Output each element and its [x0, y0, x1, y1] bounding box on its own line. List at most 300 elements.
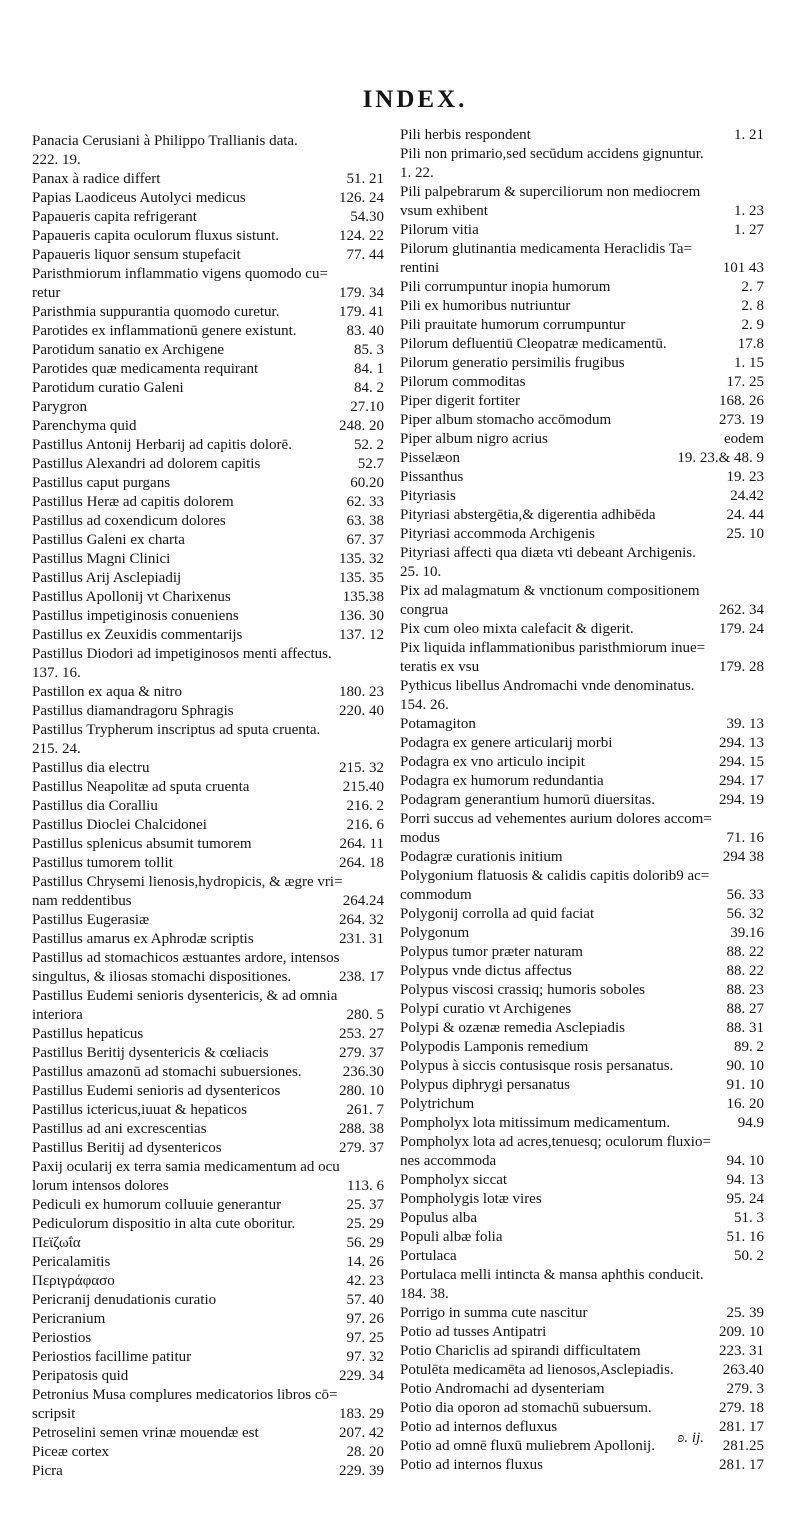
entry-page-ref: 97. 32: [346, 1349, 384, 1365]
index-entry: [32, 911, 384, 930]
index-entry: [32, 949, 384, 968]
entry-text: commodum: [400, 887, 472, 903]
index-entry: [32, 873, 384, 892]
entry-page-ref: 19. 23.& 48. 9: [677, 450, 764, 466]
entry-text: Pityriasi accommoda Archigenis: [400, 526, 595, 542]
entry-text: Pompholyx lota mitissimum medicamentum.: [400, 1115, 670, 1131]
entry-text: Pix ad malagmatum & vnctionum compositionem: [400, 583, 700, 599]
entry-page-ref: 279. 37: [339, 1140, 384, 1156]
index-entry: [32, 379, 384, 398]
entry-text: Papaueris capita refrigerant: [32, 209, 197, 225]
entry-text: Pastillus Diodori ad impetiginosos menti affectus.: [32, 646, 332, 662]
index-entry: [400, 677, 764, 696]
entry-text: Pastillus amarus ex Aphrodæ scriptis: [32, 931, 254, 947]
entry-text: Podagra ex genere articularij morbi: [400, 735, 613, 751]
index-entry: [32, 1196, 384, 1215]
entry-page-ref: 215.40: [342, 779, 384, 795]
entry-page-ref: 229. 39: [339, 1463, 384, 1479]
entry-text: Pili corrumpuntur inopia humorum: [400, 279, 611, 295]
entry-text: Pityriasis: [400, 488, 456, 504]
index-entry: [32, 1291, 384, 1310]
entry-text: Podagra ex humorum redundantia: [400, 773, 604, 789]
index-entry: [32, 1310, 384, 1329]
index-entry: [400, 506, 764, 525]
index-entry: [32, 797, 384, 816]
entry-page-ref: 52. 2: [354, 437, 384, 453]
entry-page-ref: 42. 23: [346, 1273, 384, 1289]
index-entry: [400, 487, 764, 506]
entry-page-ref: 17.8: [737, 336, 764, 352]
index-entry: [32, 1025, 384, 1044]
index-entry: [400, 335, 764, 354]
entry-text: Polygonium flatuosis & calidis capitis dolorib9 ac=: [400, 868, 710, 884]
index-entry: [400, 525, 764, 544]
entry-page-ref: 294. 19: [719, 792, 764, 808]
entry-text: Pityriasi abstergētia,& digerentia adhibēda: [400, 507, 656, 523]
index-entry: [400, 392, 764, 411]
index-entry: [32, 1006, 384, 1025]
index-entry: [32, 968, 384, 987]
entry-page-ref: 248. 20: [339, 418, 384, 434]
index-entry: [400, 449, 764, 468]
entry-text: Pastillus Beritij dysentericis & cœliacis: [32, 1045, 269, 1061]
entry-text: Polypus à siccis contusisque rosis persanatus.: [400, 1058, 674, 1074]
index-entry: [400, 1228, 764, 1247]
entry-text: Pericalamitis: [32, 1254, 111, 1270]
entry-page-ref: 57. 40: [346, 1292, 384, 1308]
index-entry: [400, 1266, 764, 1285]
entry-text: Pericranium: [32, 1311, 106, 1327]
entry-text: Periostios: [32, 1330, 92, 1346]
entry-page-ref: 54.30: [350, 209, 384, 225]
entry-page-ref: 19. 23: [726, 469, 764, 485]
index-entry: [32, 1253, 384, 1272]
page-title: INDEX.: [362, 86, 468, 113]
entry-text: Pili non primario,sed secūdum accidens gignuntur.: [400, 146, 704, 162]
entry-page-ref: 264. 18: [339, 855, 384, 871]
index-entry: [400, 1418, 764, 1437]
index-entry: [400, 962, 764, 981]
entry-text: rentini: [400, 260, 440, 276]
entry-page-ref: 253. 27: [339, 1026, 384, 1042]
index-entry: [32, 341, 384, 360]
index-entry: [400, 202, 764, 221]
entry-text: 184. 38.: [400, 1286, 449, 1302]
entry-text: Parotides ex inflammationū genere existunt.: [32, 323, 297, 339]
entry-page-ref: 216. 6: [346, 817, 384, 833]
entry-text: Pastillus impetiginosis conueniens: [32, 608, 239, 624]
index-entry: [32, 607, 384, 626]
entry-page-ref: 1. 23: [734, 203, 764, 219]
index-entry: [32, 588, 384, 607]
entry-text: Pastillus Eudemi senioris ad dysentericos: [32, 1083, 281, 1099]
entry-page-ref: 88. 22: [726, 944, 764, 960]
entry-text: Petronius Musa complures medicatorios libros cō=: [32, 1387, 338, 1403]
entry-page-ref: 25. 10: [726, 526, 764, 542]
entry-text: Pompholyx lota ad acres,tenuesq; oculorum fluxio=: [400, 1134, 711, 1150]
index-entry: [400, 297, 764, 316]
index-entry: [400, 145, 764, 164]
entry-page-ref: 77. 44: [346, 247, 384, 263]
index-entry: [400, 981, 764, 1000]
entry-page-ref: 95. 24: [726, 1191, 764, 1207]
entry-text: Πεϊζωΐα: [32, 1235, 81, 1251]
index-entry: [32, 721, 384, 740]
index-entry: [32, 1044, 384, 1063]
index-entry: [32, 645, 384, 664]
entry-text: Pastillus ad coxendicum dolores: [32, 513, 226, 529]
entry-text: Pissanthus: [400, 469, 464, 485]
entry-page-ref: 137. 12: [339, 627, 384, 643]
entry-text: Polypus vnde dictus affectus: [400, 963, 572, 979]
entry-text: Potio Chariclis ad spirandi difficultatem: [400, 1343, 641, 1359]
entry-page-ref: 90. 10: [726, 1058, 764, 1074]
entry-text: 137. 16.: [32, 665, 81, 681]
entry-text: Potio Andromachi ad dysenteriam: [400, 1381, 605, 1397]
index-entry: [32, 284, 384, 303]
entry-text: Pediculi ex humorum colluuie generantur: [32, 1197, 282, 1213]
index-entry: [400, 905, 764, 924]
entry-page-ref: 84. 1: [354, 361, 384, 377]
index-entry: [32, 892, 384, 911]
entry-text: Polygonum: [400, 925, 470, 941]
index-entry: [32, 569, 384, 588]
index-entry: [32, 816, 384, 835]
entry-text: teratis ex vsu: [400, 659, 480, 675]
entry-text: Pastillus Chrysemi lienosis,hydropicis, & ægre vri=: [32, 874, 343, 890]
entry-page-ref: 288. 38: [339, 1121, 384, 1137]
index-entry: [32, 702, 384, 721]
entry-text: Potio ad omnē fluxū muliebrem Apollonij.: [400, 1438, 655, 1454]
entry-page-ref: 91. 10: [726, 1077, 764, 1093]
entry-text: Pediculorum dispositio in alta cute oboritur.: [32, 1216, 296, 1232]
entry-page-ref: 83. 40: [346, 323, 384, 339]
entry-text: Pastillus Eugerasiæ: [32, 912, 150, 928]
entry-text: 1. 22.: [400, 165, 434, 181]
entry-page-ref: 62. 33: [346, 494, 384, 510]
index-entry: [400, 468, 764, 487]
index-entry: [32, 1272, 384, 1291]
entry-text: Polygonij corrolla ad quid faciat: [400, 906, 595, 922]
index-entry: [400, 1456, 764, 1475]
entry-page-ref: 88. 23: [726, 982, 764, 998]
entry-page-ref: 216. 2: [346, 798, 384, 814]
entry-text: Pityriasi affecti qua diæta vti debeant Archigenis.: [400, 545, 696, 561]
index-entry: [400, 354, 764, 373]
entry-page-ref: 281. 17: [719, 1457, 764, 1473]
entry-page-ref: 180. 23: [339, 684, 384, 700]
entry-text: Pastillus Galeni ex charta: [32, 532, 185, 548]
index-entry: [400, 601, 764, 620]
entry-text: Pix cum oleo mixta calefacit & digerit.: [400, 621, 634, 637]
index-entry: [32, 132, 384, 151]
index-entry: [400, 582, 764, 601]
index-entry: [400, 1323, 764, 1342]
index-entry: [400, 221, 764, 240]
index-entry: [400, 620, 764, 639]
entry-page-ref: 136. 30: [339, 608, 384, 624]
entry-text: Pastillus Antonij Herbarij ad capitis dolorē.: [32, 437, 292, 453]
entry-page-ref: 16. 20: [726, 1096, 764, 1112]
entry-text: Pastillus ictericus,iuuat & hepaticos: [32, 1102, 247, 1118]
index-entry: [32, 246, 384, 265]
index-entry: [32, 1120, 384, 1139]
entry-page-ref: 94.9: [737, 1115, 764, 1131]
index-entry: [400, 1019, 764, 1038]
index-entry: [32, 987, 384, 1006]
entry-page-ref: 51. 21: [346, 171, 384, 187]
entry-page-ref: 28. 20: [346, 1444, 384, 1460]
index-entry: [400, 1190, 764, 1209]
entry-text: Pastillus Beritij ad dysentericos: [32, 1140, 222, 1156]
index-entry: [400, 1304, 764, 1323]
entry-text: Potio ad internos fluxus: [400, 1457, 543, 1473]
entry-page-ref: 179. 34: [339, 285, 384, 301]
index-entry: [400, 430, 764, 449]
entry-page-ref: 264.24: [342, 893, 384, 909]
entry-page-ref: 52.7: [357, 456, 384, 472]
index-entry: [32, 531, 384, 550]
entry-text: Pastillus dia Coralliu: [32, 798, 158, 814]
entry-page-ref: 97. 26: [346, 1311, 384, 1327]
entry-text: Paxij ocularij ex terra samia medicamentum ad ocu: [32, 1159, 340, 1175]
entry-page-ref: 263.40: [722, 1362, 764, 1378]
index-entry: [400, 1209, 764, 1228]
index-entry: [400, 563, 764, 582]
index-entry: [400, 1038, 764, 1057]
entry-page-ref: 262. 34: [719, 602, 764, 618]
entry-text: 215. 24.: [32, 741, 81, 757]
entry-page-ref: 294. 13: [719, 735, 764, 751]
entry-text: Pastillus Magni Clinici: [32, 551, 171, 567]
entry-text: congrua: [400, 602, 449, 618]
index-entry: [400, 658, 764, 677]
entry-text: Paristhmia suppurantia quomodo curetur.: [32, 304, 280, 320]
index-entry: [32, 322, 384, 341]
index-entry: [400, 1057, 764, 1076]
entry-page-ref: 89. 2: [734, 1039, 764, 1055]
index-entry: [400, 1399, 764, 1418]
entry-text: Pastillus Apollonij vt Charixenus: [32, 589, 231, 605]
index-entry: [32, 1405, 384, 1424]
entry-text: Pilorum defluentiū Cleopatræ medicamentū.: [400, 336, 667, 352]
index-entry: [400, 715, 764, 734]
entry-page-ref: 280. 10: [339, 1083, 384, 1099]
entry-page-ref: 88. 27: [726, 1001, 764, 1017]
entry-text: Polytrichum: [400, 1096, 475, 1112]
entry-page-ref: 264. 11: [339, 836, 384, 852]
entry-page-ref: 85. 3: [354, 342, 384, 358]
entry-page-ref: 1. 27: [734, 222, 764, 238]
entry-text: Populi albæ folia: [400, 1229, 503, 1245]
entry-page-ref: 56. 29: [346, 1235, 384, 1251]
index-entry: [32, 493, 384, 512]
entry-text: 25. 10.: [400, 564, 442, 580]
entry-text: Pericranij denudationis curatio: [32, 1292, 217, 1308]
index-entry: [400, 240, 764, 259]
index-entry: [400, 373, 764, 392]
index-column-right: [400, 126, 764, 1475]
index-entry: [400, 1285, 764, 1304]
entry-text: Piceæ cortex: [32, 1444, 110, 1460]
entry-text: Parotidum sanatio ex Archigene: [32, 342, 225, 358]
entry-text: Papias Laodiceus Autolyci medicus: [32, 190, 246, 206]
entry-text: Pili prauitate humorum corrumpuntur: [400, 317, 626, 333]
entry-text: nam reddentibus: [32, 893, 132, 909]
entry-page-ref: 264. 32: [339, 912, 384, 928]
index-entry: [400, 848, 764, 867]
entry-page-ref: 24.42: [730, 488, 764, 504]
entry-text: Pili ex humoribus nutriuntur: [400, 298, 571, 314]
entry-page-ref: 236.30: [342, 1064, 384, 1080]
index-entry: [400, 411, 764, 430]
index-entry: [32, 360, 384, 379]
entry-page-ref: 126. 24: [339, 190, 384, 206]
entry-page-ref: 124. 22: [339, 228, 384, 244]
entry-text: Pilorum vitia: [400, 222, 479, 238]
entry-text: Podagram generantium humorū diuersitas.: [400, 792, 655, 808]
index-entry: [32, 835, 384, 854]
index-entry: [32, 170, 384, 189]
entry-text: Parygron: [32, 399, 87, 415]
entry-page-ref: 39.16: [730, 925, 764, 941]
index-entry: [32, 854, 384, 873]
entry-text: Pisselæon: [400, 450, 461, 466]
entry-text: Pastillus dia electru: [32, 760, 150, 776]
index-entry: [32, 1063, 384, 1082]
entry-page-ref: 209. 10: [719, 1324, 764, 1340]
index-entry: [32, 626, 384, 645]
index-entry: [32, 1234, 384, 1253]
index-entry: [32, 1367, 384, 1386]
index-entry: [32, 1386, 384, 1405]
entry-page-ref: 94. 13: [726, 1172, 764, 1188]
entry-text: singultus, & iliosas stomachi dispositiones.: [32, 969, 292, 985]
entry-page-ref: 231. 31: [339, 931, 384, 947]
entry-text: Polypi curatio vt Archigenes: [400, 1001, 572, 1017]
index-entry: [32, 208, 384, 227]
index-entry: [32, 930, 384, 949]
index-column-left: [32, 132, 384, 1481]
entry-page-ref: 25. 39: [726, 1305, 764, 1321]
index-entry: [400, 1437, 764, 1456]
entry-text: Papaueris capita oculorum fluxus sistunt.: [32, 228, 280, 244]
entry-page-ref: 279. 37: [339, 1045, 384, 1061]
index-entry: [400, 183, 764, 202]
entry-page-ref: 67. 37: [346, 532, 384, 548]
index-entry: [400, 1171, 764, 1190]
index-entry: [400, 1247, 764, 1266]
entry-text: Polypi & ozænæ remedia Asclepiadis: [400, 1020, 625, 1036]
entry-text: Pilorum commoditas: [400, 374, 526, 390]
entry-text: Περιγράφασο: [32, 1273, 115, 1289]
index-entry: [400, 886, 764, 905]
entry-page-ref: 183. 29: [339, 1406, 384, 1422]
entry-page-ref: 24. 44: [726, 507, 764, 523]
index-entry: [400, 164, 764, 183]
entry-text: Potamagiton: [400, 716, 476, 732]
index-entry: [400, 867, 764, 886]
entry-text: Pastillus amazonū ad stomachi subuersiones.: [32, 1064, 302, 1080]
entry-text: interiora: [32, 1007, 83, 1023]
index-entry: [400, 1095, 764, 1114]
entry-page-ref: 56. 32: [726, 906, 764, 922]
entry-page-ref: 207. 42: [339, 1425, 384, 1441]
entry-page-ref: 179. 28: [719, 659, 764, 675]
index-entry: [32, 455, 384, 474]
entry-text: scripsit: [32, 1406, 76, 1422]
entry-page-ref: 229. 34: [339, 1368, 384, 1384]
index-entry: [400, 810, 764, 829]
entry-page-ref: 179. 41: [339, 304, 384, 320]
entry-text: Portulaca melli intincta & mansa aphthis conducit.: [400, 1267, 704, 1283]
entry-text: Picra: [32, 1463, 63, 1479]
entry-text: Pilorum glutinantia medicamenta Heraclidis Ta=: [400, 241, 693, 257]
index-entry: [32, 550, 384, 569]
entry-text: Parenchyma quid: [32, 418, 137, 434]
entry-text: nes accommoda: [400, 1153, 497, 1169]
index-entry: [32, 227, 384, 246]
index-entry: [400, 753, 764, 772]
entry-text: Podagræ curationis initium: [400, 849, 563, 865]
entry-text: Parotidum curatio Galeni: [32, 380, 184, 396]
signature-mark: ʚ. ij.: [677, 1430, 704, 1446]
index-entry: [400, 1342, 764, 1361]
entry-text: Pompholygis lotæ vires: [400, 1191, 542, 1207]
index-entry: [400, 1152, 764, 1171]
entry-text: Pastillus Heræ ad capitis dolorem: [32, 494, 234, 510]
entry-page-ref: 39. 13: [726, 716, 764, 732]
entry-text: Potio ad tusses Antipatri: [400, 1324, 547, 1340]
index-entry: [32, 151, 384, 170]
entry-page-ref: 88. 31: [726, 1020, 764, 1036]
entry-page-ref: 294. 15: [719, 754, 764, 770]
index-entry: [400, 1114, 764, 1133]
index-entry: [32, 1462, 384, 1481]
entry-text: Pastillus Dioclei Chalcidonei: [32, 817, 207, 833]
entry-text: Potulēta medicamēta ad lienosos,Asclepiadis.: [400, 1362, 674, 1378]
index-entry: [32, 683, 384, 702]
index-entry: [400, 1133, 764, 1152]
entry-page-ref: 168. 26: [719, 393, 764, 409]
entry-page-ref: 223. 31: [719, 1343, 764, 1359]
index-entry: [400, 316, 764, 335]
entry-text: Petroselini semen vrinæ mouendæ est: [32, 1425, 259, 1441]
index-entry: [400, 696, 764, 715]
entry-text: Pastillus hepaticus: [32, 1026, 144, 1042]
entry-text: Pastillus Arij Asclepiadij: [32, 570, 182, 586]
index-entry: [32, 1348, 384, 1367]
entry-page-ref: 238. 17: [339, 969, 384, 985]
entry-page-ref: 273. 19: [719, 412, 764, 428]
entry-page-ref: 279. 18: [719, 1400, 764, 1416]
entry-page-ref: 97. 25: [346, 1330, 384, 1346]
entry-text: Podagra ex vno articulo incipit: [400, 754, 585, 770]
entry-page-ref: 101 43: [722, 260, 764, 276]
entry-page-ref: 1. 15: [734, 355, 764, 371]
entry-page-ref: 294. 17: [719, 773, 764, 789]
index-entry: [32, 189, 384, 208]
entry-text: 154. 26.: [400, 697, 449, 713]
entry-page-ref: 1. 21: [734, 127, 764, 143]
index-entry: [400, 772, 764, 791]
entry-page-ref: 215. 32: [339, 760, 384, 776]
entry-text: Pix liquida inflammationibus paristhmiorum inue=: [400, 640, 706, 656]
index-entry: [400, 791, 764, 810]
entry-text: Parotides quæ medicamenta requirant: [32, 361, 259, 377]
entry-page-ref: 280. 5: [346, 1007, 384, 1023]
index-entry: [32, 1215, 384, 1234]
